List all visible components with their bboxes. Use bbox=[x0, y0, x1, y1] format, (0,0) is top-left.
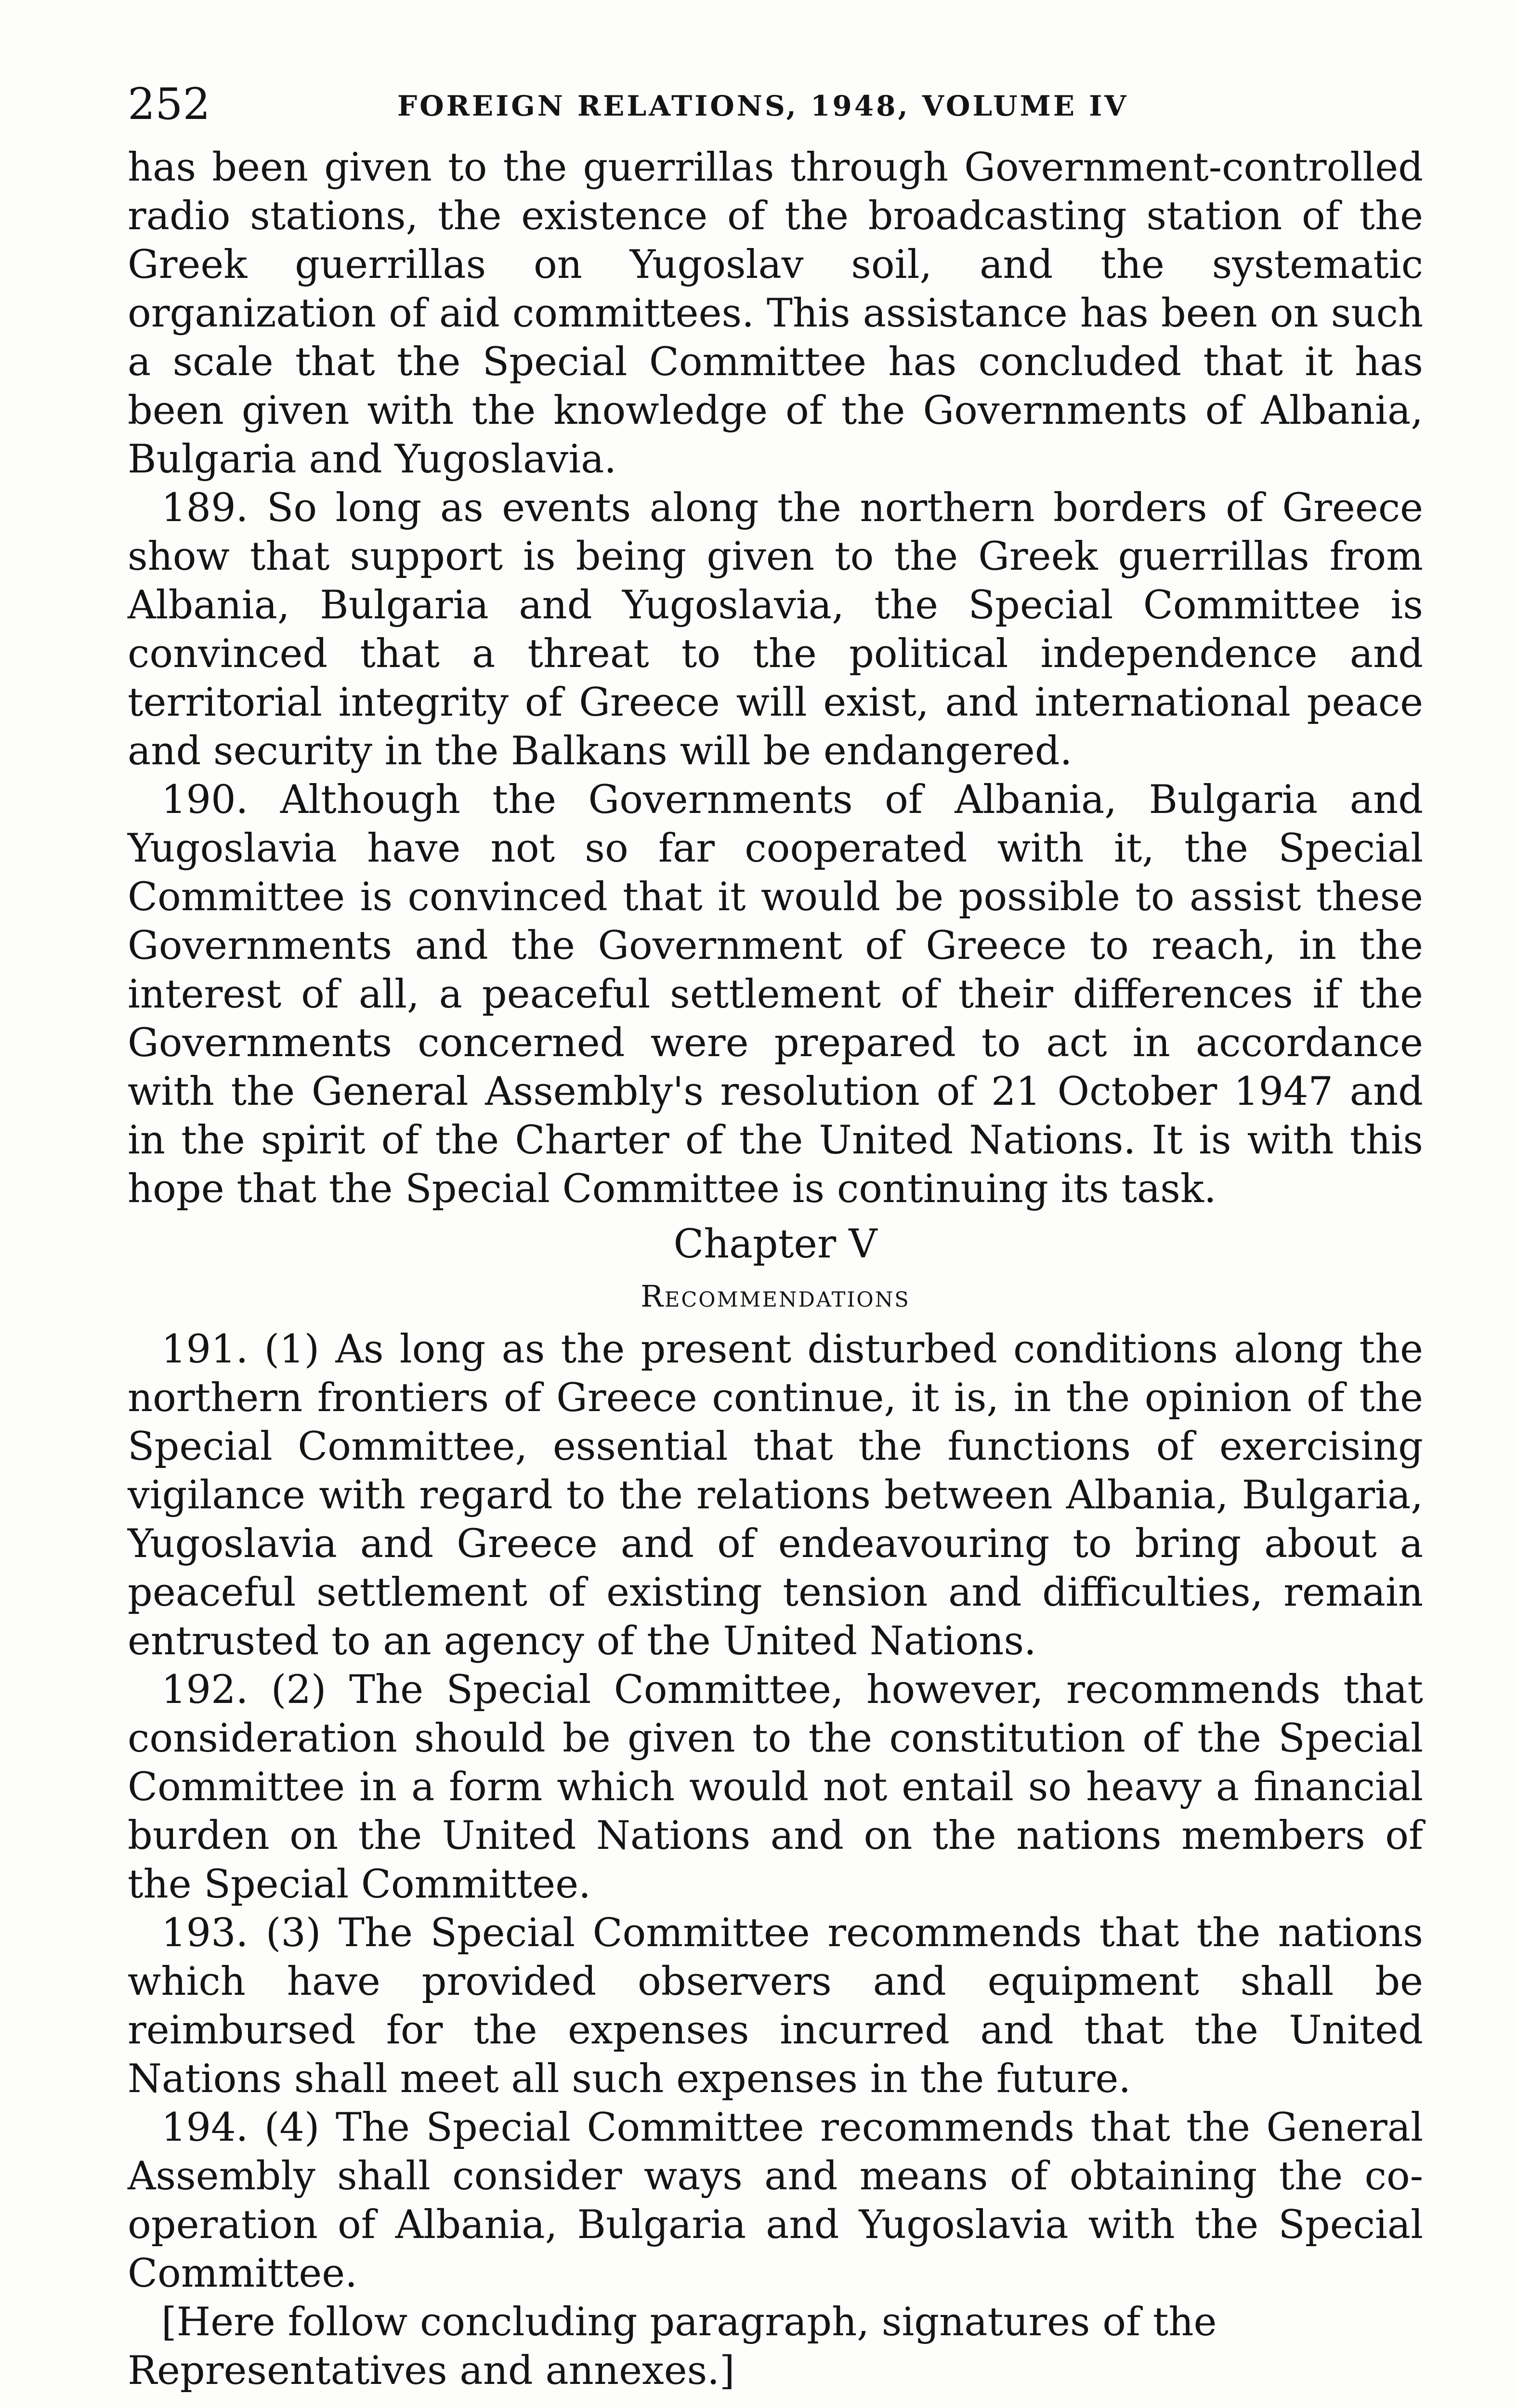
page-content bbox=[128, 72, 1423, 2395]
paragraph-194: 194. (4) The Special Committee recommends that the General Assembly shall consider ways and means of obtaining the co-operation of Albania, Bulgaria and Yugoslavia with the Special Committee. bbox=[128, 2105, 1423, 2296]
body-text-before bbox=[128, 144, 1423, 1214]
section-title: Recommendations bbox=[641, 1279, 910, 1314]
paragraph-191: 191. (1) As long as the present disturbed conditions along the northern frontiers of Greece continue, it is, in the opinion of the Special Committee, essential that the functions of exercising vigilance with regard to the relations between Albania, Bulgaria, Yugoslavia and Greece and of endeavouring to bring about a peaceful settlement of existing tension and difficulties, remain entrusted to an agency of the United Nations. bbox=[128, 1327, 1423, 1664]
page-number: 252 bbox=[128, 79, 210, 130]
paragraph-190: 190. Although the Governments of Albania, Bulgaria and Yugoslavia have not so far cooperated with it, the Special Committee is convinced that it would be possible to assist these Governments and the Government of Greece to reach, in the interest of all, a peaceful settlement of their differences if the Governments concerned were prepared to act in accordance with the General Assembly's resolution of 21 October 1947 and in the spirit of the Charter of the United Nations. It is with this hope that the Special Committee is continuing its task. bbox=[128, 777, 1423, 1212]
running-head: FOREIGN RELATIONS, 1948, VOLUME IV bbox=[397, 90, 1129, 122]
paragraph-193: 193. (3) The Special Committee recommends that the nations which have provided observers and equipment shall be reimbursed for the expenses incurred and that the United Nations shall meet all such expenses in the future. bbox=[128, 1911, 1423, 2102]
chapter-title: Chapter V bbox=[673, 1221, 877, 1267]
paragraph-189: 189. So long as events along the northern borders of Greece show that support is being given to the Greek guerrillas from Albania, Bulgaria and Yugoslavia, the Special Committee is convinced that a threat to the political independence and territorial integrity of Greece will exist, and international peace and security in the Balkans will be endangered. bbox=[128, 485, 1423, 774]
paragraph-192: 192. (2) The Special Committee, however, recommends that consideration should be given to the constitution of the Special Committee in a form which would not entail so heavy a financial burden on the United Nations and on the nations members of the Special Committee. bbox=[128, 1667, 1423, 1907]
editorial-note: [Here follow concluding paragraph, signatures of the Representatives and annexes.] bbox=[128, 2300, 1217, 2394]
paragraph-continuation: has been given to the guerrillas through Government-controlled radio stations, the existence of the broadcasting station of the Greek guerrillas on Yugoslav soil, and the systematic organization of aid committees. This assistance has been on such a scale that the Special Committee has concluded that it has been given with the knowledge of the Governments of Albania, Bulgaria and Yugoslavia. bbox=[128, 145, 1423, 482]
body-text-after bbox=[128, 1325, 1423, 2298]
page-header bbox=[128, 72, 1423, 130]
